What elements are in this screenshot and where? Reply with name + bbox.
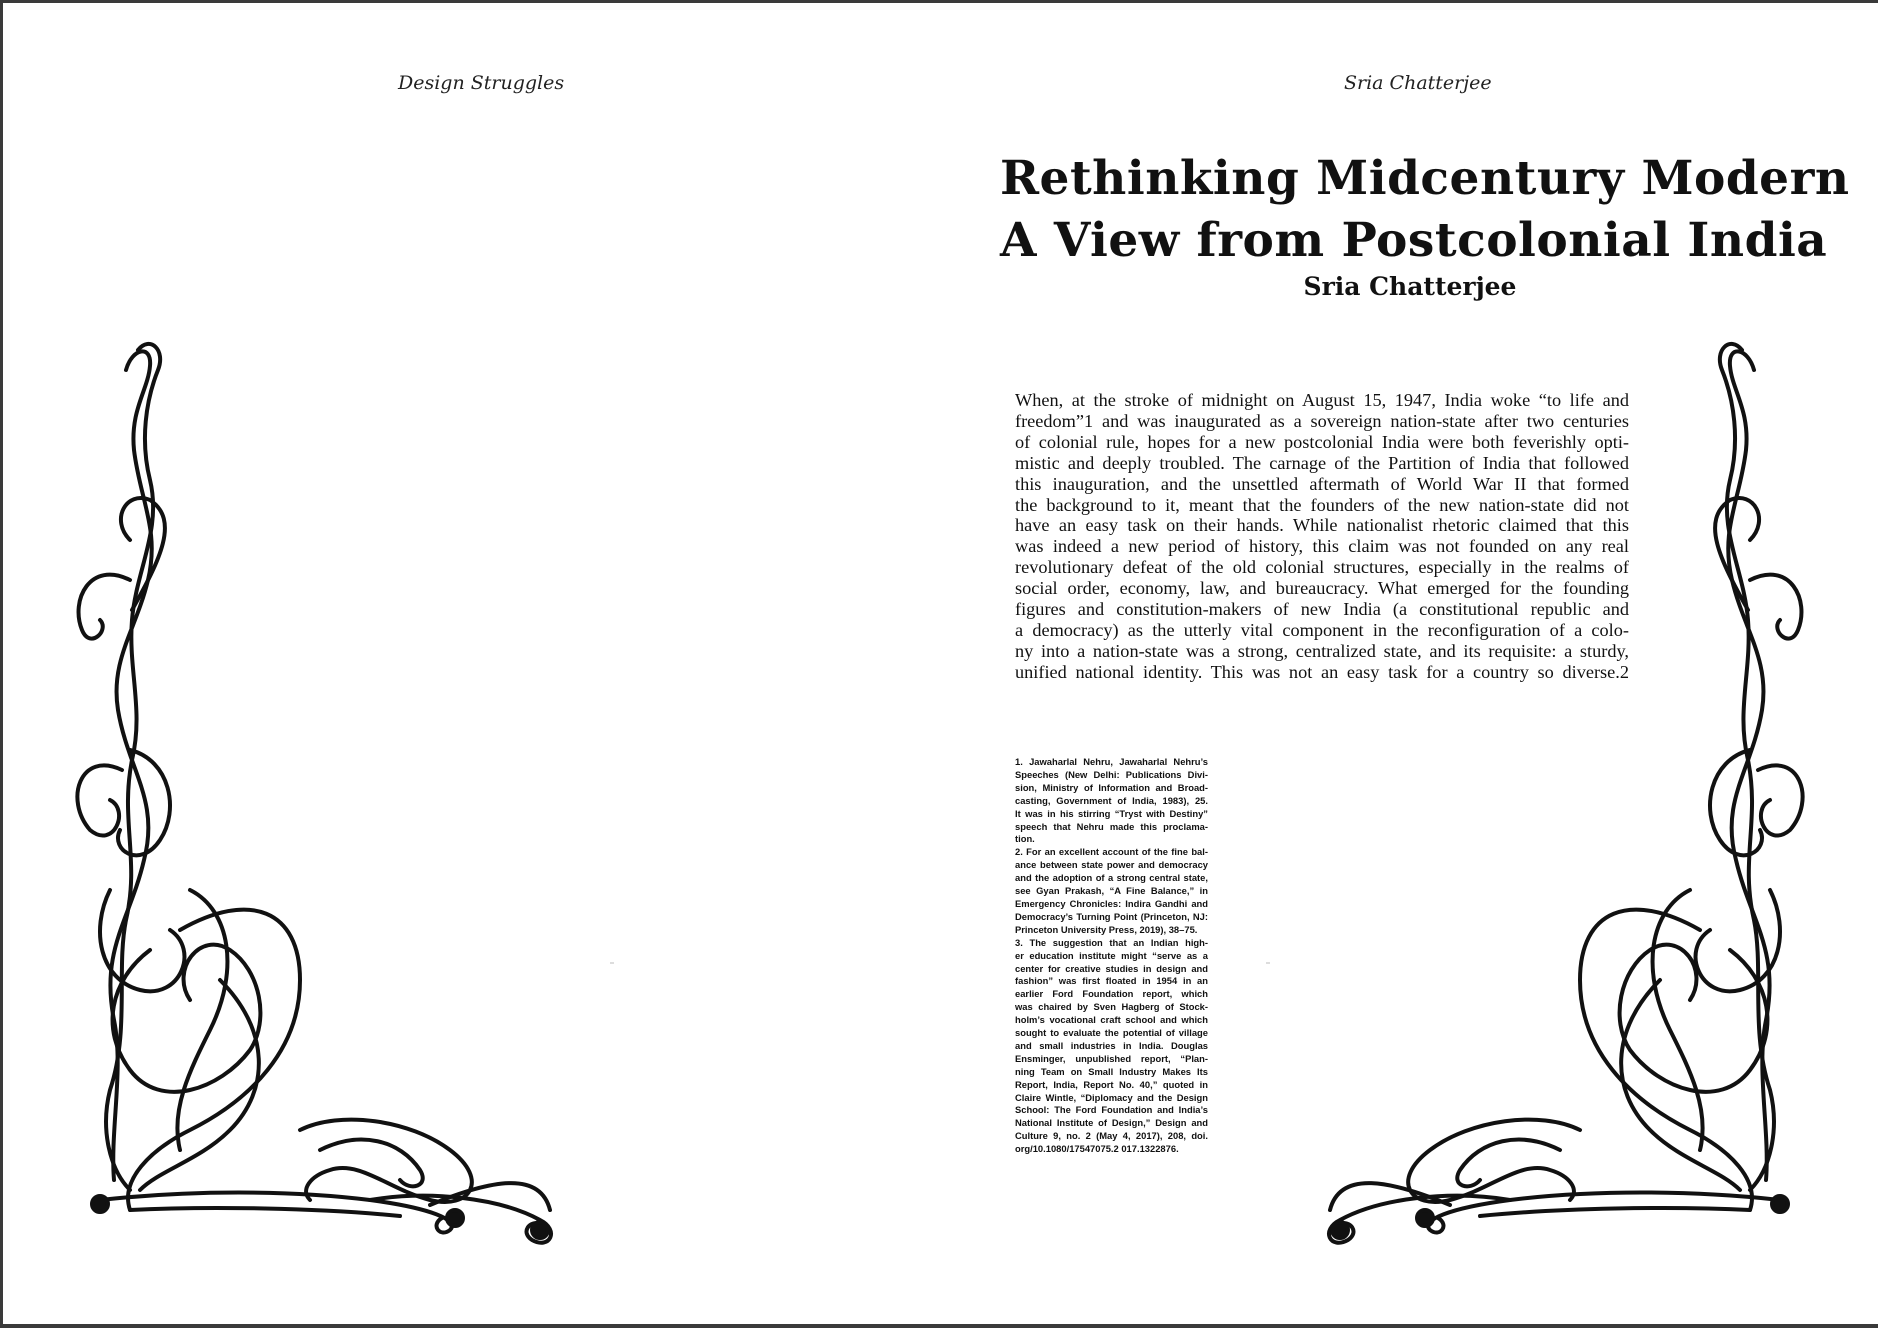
footnote-line: Report, India, Report No. 40,” quoted in [1015,1078,1208,1090]
title-line-2: A View from Postcolonial India [1000,213,1828,268]
footnote-line: er education institute might “serve as a [1015,949,1208,961]
footnotes [1015,756,1208,1156]
body-line: a democracy) as the utterly vital component in the reconfiguration of a colo- [1015,619,1629,640]
footnote-line: speech that Nehru made this proclama- [1015,820,1208,832]
left-running-head: Design Struggles [398,72,565,94]
body-line: figures and constitution-makers of new India (a constitutional republic and [1015,599,1629,620]
footnote-line: School: The Ford Foundation and India’s [1015,1104,1208,1116]
body-line: unified national identity. This was not an easy task for a country so diverse.2 [1015,661,1629,682]
footnote-line: sion, Ministry of Information and Broad- [1015,781,1208,793]
footnote-line: tion. [1015,833,1035,845]
author-byline: Sria Chatterjee [1303,272,1517,301]
footnote-line: earlier Ford Foundation report, which [1015,988,1208,1000]
footnote-line: Ensminger, unpublished report, “Plan- [1015,1052,1208,1064]
footnote-line: was chaired by Sven Hagberg of Stock- [1015,1001,1208,1013]
body-line: have an easy task on their hands. While nationalist rhetoric claimed that this [1015,515,1629,536]
body-line: ny into a nation-state was a strong, centralized state, and its requisite: a sturdy, [1015,640,1629,661]
footnote-line: Princeton University Press, 2019), 38–75. [1015,923,1198,935]
footnote-line: It was in his stirring “Tryst with Destiny” [1015,807,1208,819]
footnote-line: sought to evaluate the potential of village [1015,1027,1208,1039]
footnote-line: center for creative studies in design and [1015,962,1208,974]
paper-speck [610,962,614,964]
body-line: social order, economy, law, and bureaucracy. What emerged for the founding [1015,578,1629,599]
footnote-line: 1. Jawaharlal Nehru, Jawaharlal Nehru’s [1015,756,1208,767]
footnote-line: casting, Government of India, 1983), 25. [1015,794,1208,806]
footnote-line: Emergency Chronicles: Indira Gandhi and [1015,897,1208,909]
footnote-line: holm’s vocational craft school and which [1015,1014,1208,1026]
body-line: revolutionary defeat of the old colonial structures, especially in the realms of [1015,557,1629,578]
footnote-line: and the adoption of a strong central state, [1015,872,1208,884]
body-line: mistic and deeply troubled. The carnage of the Partition of India that followed [1015,452,1629,473]
footnote-line: fashion” was first floated in 1954 in an [1015,975,1208,987]
right-running-head: Sria Chatterjee [1344,72,1492,94]
footnote-line: Claire Wintle, “Diplomacy and the Design [1015,1091,1208,1103]
footnote-line: 2. For an excellent account of the fine bal- [1015,846,1208,858]
body-line: of colonial rule, hopes for a new postcolonial India were both feverishly opti- [1015,431,1629,452]
footnote-line: ning Team on Small Industry Makes Its [1015,1065,1208,1077]
body-line: When, at the stroke of midnight on August 15, 1947, India woke “to life and [1015,390,1629,410]
footnote-line: Democracy’s Turning Point (Princeton, NJ: [1015,910,1208,922]
footnote-line: National Institute of Design,” Design and [1015,1117,1208,1129]
body-line: this inauguration, and the unsettled aftermath of World War II that formed [1015,473,1629,494]
footnote-line: Culture 9, no. 2 (May 4, 2017), 208, doi. [1015,1130,1208,1142]
body-line: freedom”1 and was inaugurated as a sovereign nation-state after two centuries [1015,410,1629,431]
title-line-1: Rethinking Midcentury Modern [1000,151,1850,206]
right-vine-ornament-icon [1210,330,1810,1250]
left-vine-ornament-icon [70,330,670,1250]
footnote-line: see Gyan Prakash, “A Fine Balance,” in [1015,885,1208,897]
footnote-line: org/10.1080/17547075.2 017.1322876. [1015,1143,1179,1155]
paper-speck [1266,962,1270,964]
footnote-line: 3. The suggestion that an Indian high- [1015,936,1208,948]
footnote-line: and small industries in India. Douglas [1015,1039,1208,1051]
footnote-line: Speeches (New Delhi: Publications Divi- [1015,768,1208,780]
article-title [1000,148,1850,272]
body-line: the background to it, meant that the founders of the new nation-state did not [1015,494,1629,515]
footnote-line: ance between state power and democracy [1015,859,1208,871]
body-line: was indeed a new period of history, this claim was not founded on any real [1015,536,1629,557]
